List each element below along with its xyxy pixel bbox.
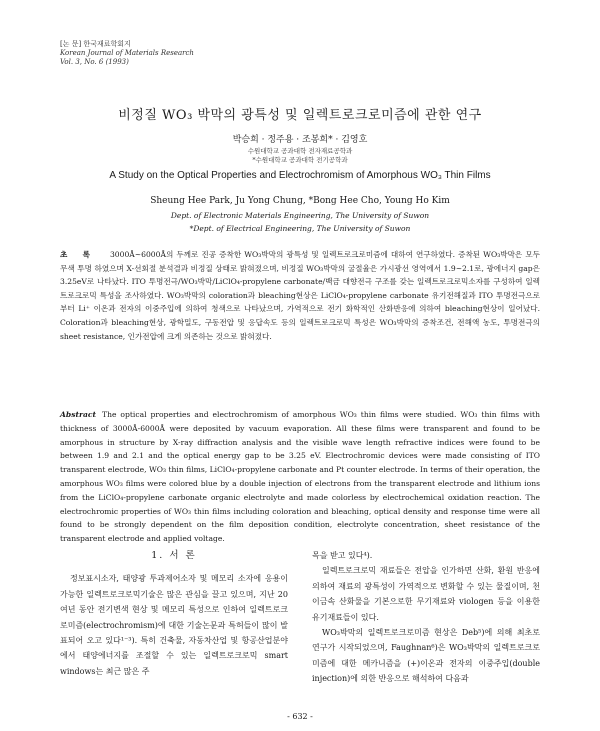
paper-title-korean: 비정질 WO₃ 박막의 광특성 및 일렉트로크로미즘에 관한 연구 bbox=[118, 108, 482, 123]
authors-english: Sheung Hee Park, Ju Yong Chung, *Bong Hee Cho, Young Ho Kim bbox=[150, 196, 450, 206]
journal-header bbox=[60, 40, 194, 67]
intro-paragraph-3: WO₃박막의 일렉트로크로미즘 현상은 Deb⁵)에 의해 최초로 연구가 시작되었으며, Faughnan⁶)은 WO₃박막의 일렉트로크로미즘에 대한 메카니즘을 (+)이온과 전자의 이중주입(double injection)에 의한 반응으로 해석하여 다음과 bbox=[312, 628, 540, 684]
korean-abstract-text: 3000Å~6000Å의 두께로 진공 증착한 WO₃박막의 광특성 및 일렉트로크로미즘에 대하여 연구하였다. 증착된 WO₃박막은 모두 무색 투명 하였으며 X-선회절 분석결과 비정질 상태로 밝혀졌으며, 비정질 WO₃박막의 굴절율은 가시광선 영역에서 1.9~2.1로, 광에너지 gap은 3.25eV로 나타났다. ITO 투명전극/WO₃박막/LiClO₄-propylene carbonate/백금 대향전극 구조를 갖는 일렉트로크로믹소자를 구성하여 일렉트로크로믹 특성을 조사하였다. WO₃박막의 coloration과 bleaching현상은 LiClO₄-propylene carbonate 유기전해질과 ITO 투명전극으로 부터 Li⁺ 이온과 전자의 이중주입에 의하여 청색으로 나타났으며, 가역적으로 전기 화학적인 산화반응에 의하여 bleaching현상이 일어났다. Coloration과 bleaching현상, 광학밀도, 구동전압 및 응답속도 등의 일렉트로크로믹 특성은 WO₃박막의 증착조건, 전해액 농도, 투명전극의 sheet resistance, 인가전압에 크게 의존하는 것으로 밝혀졌다. bbox=[60, 250, 540, 341]
affiliation-english-1: Dept. of Electronic Materials Engineering, The University of Suwon bbox=[170, 211, 430, 220]
affiliation-english-2: *Dept. of Electrical Engineering, The University of Suwon bbox=[189, 224, 411, 233]
paper-title-english: A Study on the Optical Properties and Electrochromism of Amorphous WO₃ Thin Films bbox=[109, 170, 491, 181]
column-right bbox=[312, 548, 540, 687]
column-left bbox=[60, 548, 288, 679]
journal-name: Korean Journal of Materials Research bbox=[60, 49, 194, 57]
affiliation-korean-2: *수원대학교 공과대학 전기공학과 bbox=[252, 156, 348, 164]
english-abstract-label: Abstract bbox=[60, 410, 97, 419]
intro-paragraph-1: 정보표시소자, 태양광 투과제어소자 및 메모리 소자에 응용이 가능한 일렉트로크로믹기술은 많은 관심을 끌고 있으며, 지난 20여년 동안 전기변색 현상 및 메모리 특성으로 인하여 일렉트로크로미즘(electrochromism)에 대한 기술논문과 특허들이 많이 발표되어 오고 있다¹⁻³). 특히 건축물, 자동차산업 및 항공산업분야에서 태양에너지를 조절할 수 있는 일렉트로크로믹 smart windows는 최근 많은 주 bbox=[60, 574, 288, 676]
intro-paragraph-continued: 목을 받고 있다⁴). bbox=[312, 551, 373, 560]
intro-paragraph-2: 일렉트로크로믹 재료들은 전압을 인가하면 산화, 환원 반응에 의하여 재료의 광특성이 가역적으로 변화할 수 있는 물질이며, 천이금속 산화물을 기본으로한 무기재료와 viologen 등을 이용한 유기재료들이 있다. bbox=[312, 566, 540, 622]
journal-volume: Vol. 3, No. 6 (1993) bbox=[60, 58, 129, 66]
page-number: - 632 - bbox=[287, 712, 313, 721]
korean-abstract bbox=[60, 248, 540, 343]
english-abstract-text: The optical properties and electrochromism of amorphous WO₃ thin films were studied. WO₃ thin films with thickness of 3000Å-6000Å were deposited by vacuum evaporation. All these films were transparent and found to be amorphous in structure by X-ray diffraction analysis and the visible wave length refractive indices were found to be between 1.9 and 2.1 and the optical energy gap to be 3.25 eV. Electrochromic devices were made consisting of ITO transparent electrode, WO₃ thin films, LiClO₄-propylene carbonate and Pt counter electrode. In terms of their operation, the amorphous WO₃ films were colored blue by a double injection of electrons from the transparent electrode and lithium ions from the LiClO₄-propylene carbonate organic electrolyte and made colorless by electrochemical oxidation reaction. The electrochromic properties of WO₃ thin films including coloration and bleaching, optical density and response time were all found to be strongly dependent on the film deposition condition, electrolyte concentration, sheet resistance of the transparent electrode and applied voltage. bbox=[60, 410, 540, 544]
english-abstract bbox=[60, 408, 540, 546]
section-heading: 1. 서 론 bbox=[151, 550, 197, 561]
authors-korean: 박승희 · 정주용 · 조봉희* · 김영호 bbox=[232, 135, 368, 145]
affiliation-korean-1: 수원대학교 공과대학 전자재료공학과 bbox=[247, 147, 353, 155]
journal-category: [논 문] 한국재료학회지 bbox=[60, 40, 131, 48]
korean-abstract-label: 초 록 bbox=[60, 250, 96, 259]
